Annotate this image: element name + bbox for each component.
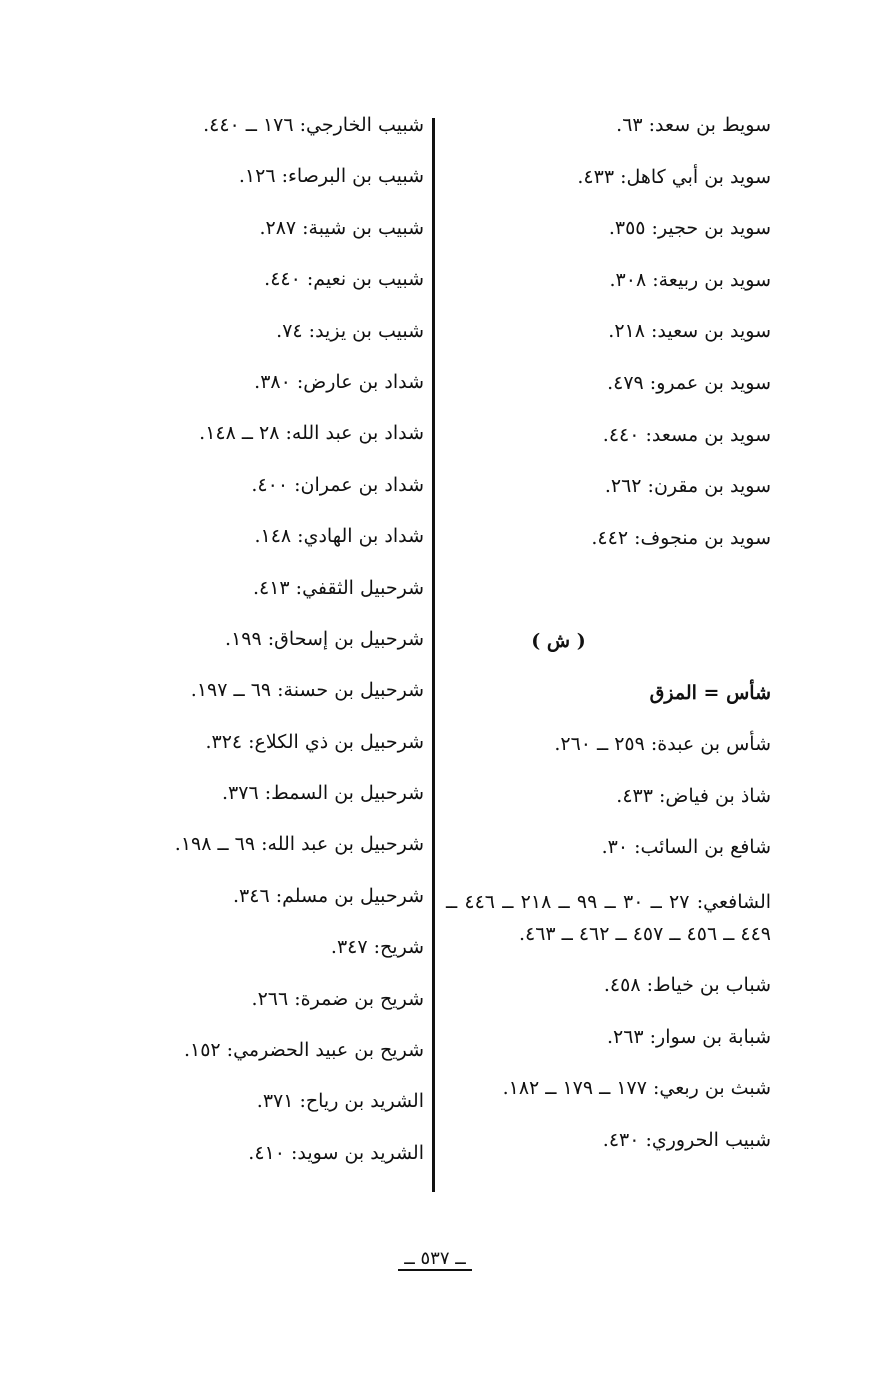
index-entry: شرحبيل الثقفي: ٤١٣. (252, 576, 424, 599)
right-column (446, 112, 771, 1178)
left-column (40, 112, 424, 1191)
index-entry: شداد بن عمران: ٤٠٠. (251, 473, 424, 496)
index-entry: شرحبيل بن إسحاق: ١٩٩. (225, 627, 424, 650)
section-heading: ( ش ) (531, 629, 586, 652)
index-entry: سويد بن ربيعة: ٣٠٨. (609, 268, 771, 291)
index-entry: سويد بن عمرو: ٤٧٩. (607, 371, 771, 394)
index-entry: شرحبيل بن السمط: ٣٧٦. (222, 782, 424, 805)
index-entry: سويط بن سعد: ٦٣. (616, 114, 771, 136)
section-subheading: شأس = المزق (649, 681, 771, 704)
index-entry: شداد بن عارض: ٣٨٠. (254, 370, 424, 393)
column-divider (432, 118, 435, 1192)
index-entry: سويد بن سعيد: ٢١٨. (608, 320, 771, 343)
index-entry: شرحبيل بن حسنة: ٦٩ ــ ١٩٧. (190, 679, 424, 702)
index-entry: شريح: ٣٤٧. (330, 936, 424, 959)
index-entry: سويد بن حجير: ٣٥٥. (608, 217, 771, 240)
page-number-text: ــ ٥٣٧ ــ (398, 1248, 472, 1271)
index-entry: شباب بن خياط: ٤٥٨. (603, 973, 771, 996)
index-entry: شبيب بن البرصاء: ١٢٦. (238, 165, 424, 188)
index-entry: الشريد بن رياح: ٣٧١. (256, 1090, 424, 1113)
page-number (380, 1248, 490, 1269)
index-entry: شاذ بن فياض: ٤٣٣. (616, 784, 771, 807)
index-entry: شريح بن ضمرة: ٢٦٦. (251, 987, 424, 1010)
index-entry: سويد بن أبي كاهل: ٤٣٣. (577, 165, 771, 188)
blank-line (446, 576, 771, 602)
index-entry: شبيب بن نعيم: ٤٤٠. (264, 268, 424, 291)
index-entry: شبيب الحروري: ٤٣٠. (602, 1128, 771, 1151)
index-entry: شبيب الخارجي: ١٧٦ ــ ٤٤٠. (203, 114, 424, 136)
index-entry: شبيب بن يزيد: ٧٤. (276, 319, 424, 342)
index-entry: الشريد بن سويد: ٤١٠. (248, 1141, 424, 1164)
index-entry: شأس بن عبدة: ٢٥٩ ــ ٢٦٠. (554, 733, 771, 756)
index-entry: شريح بن عبيد الحضرمي: ١٥٢. (183, 1039, 424, 1062)
index-entry: سويد بن مقرن: ٢٦٢. (604, 475, 771, 498)
index-entry: شبث بن ربعي: ١٧٧ ــ ١٧٩ ــ ١٨٢. (502, 1077, 771, 1100)
index-entry: سويد بن منجوف: ٤٤٢. (591, 526, 771, 549)
index-entry-multiline: الشافعي: ٢٧ ــ ٣٠ ــ ٩٩ ــ ٢١٨ ــ ٤٤٦ ــ ٤٤٩ ــ ٤٥٦ ــ ٤٥٧ ــ ٤٦٢ ــ ٤٦٣. (446, 890, 772, 945)
index-entry: شداد بن الهادي: ١٤٨. (254, 525, 424, 548)
index-entry: سويد بن مسعد: ٤٤٠. (602, 423, 771, 446)
index-entry: شافع بن السائب: ٣٠. (601, 836, 771, 859)
index-entry: شرحبيل بن ذي الكلاع: ٣٢٤. (205, 730, 424, 753)
index-entry: شبيب بن شيبة: ٢٨٧. (259, 216, 424, 239)
index-entry: شرحبيل بن عبد الله: ٦٩ ــ ١٩٨. (174, 833, 424, 856)
index-entry: شرحبيل بن مسلم: ٣٤٦. (232, 884, 424, 907)
index-entry: شبابة بن سوار: ٢٦٣. (606, 1025, 771, 1048)
index-entry: شداد بن عبد الله: ٢٨ ــ ١٤٨. (199, 422, 424, 445)
